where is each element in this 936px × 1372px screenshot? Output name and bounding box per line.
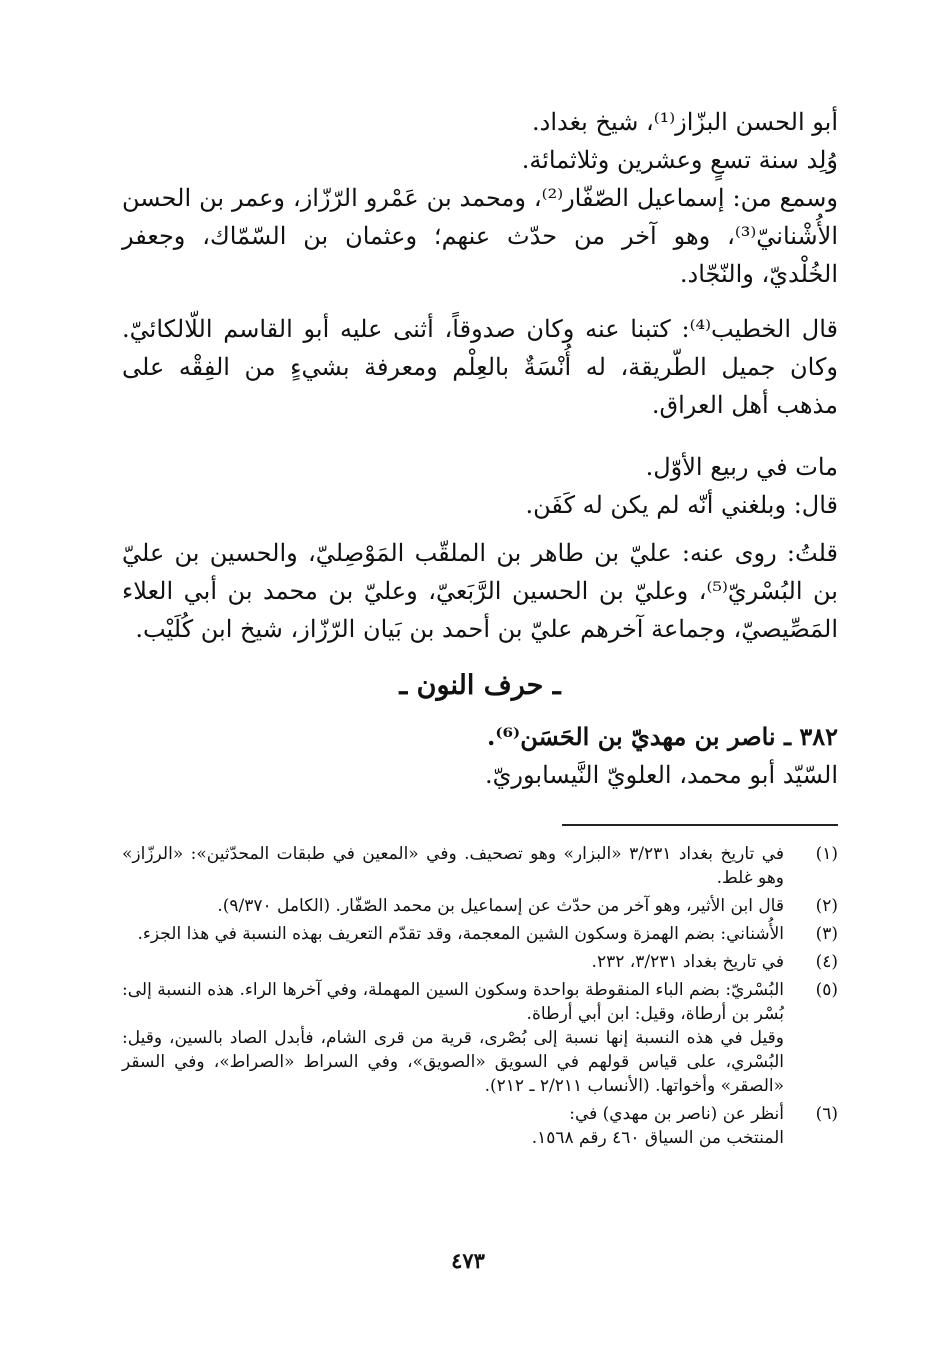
footnote-number: (٤) bbox=[815, 952, 838, 972]
page-number: ٤٧٣ bbox=[451, 1248, 485, 1273]
biography-intro bbox=[122, 103, 838, 293]
footnote-line: أنظر عن (ناصر بن مهدي) في: bbox=[569, 1104, 784, 1124]
footnote bbox=[122, 978, 838, 1098]
body-line: مات في ربيع الأوّل. bbox=[645, 453, 838, 481]
footnote-line: وقيل في هذه النسبة إنها نسبة إلى بُصْرى، قرية من قرى الشام، فأبدل الصاد بالسين، وقيل: البُسْري، على قياس قولهم في السويق «الصويق»، وفي السراط «الصراط»، وفي السقر «الصقر» وأخواتها. (الأنساب ٢/٢١١ ـ ٢١٢). bbox=[122, 1028, 784, 1096]
body-paragraph: قال الخطيب⁽⁴⁾: كتبنا عنه وكان صدوقاً، أثنى عليه أبو القاسم اللّالكائيّ. وكان جميل الطّريقة، له أُنْسَةٌ بالعِلْم ومعرفة بشيءٍ من الفِقْه على مذهب أهل العراق. bbox=[122, 315, 839, 419]
entry-subtitle: السّيّد أبو محمد، العلويّ النَّيسابوريّ. bbox=[484, 761, 838, 789]
entry-382 bbox=[122, 718, 838, 794]
footnote-text bbox=[122, 894, 784, 918]
footnote-text bbox=[122, 1102, 784, 1150]
entry-title: ٣٨٢ ـ ناصر بن مهديّ بن الحَسَن⁽⁶⁾. bbox=[487, 722, 838, 751]
footnotes bbox=[122, 842, 838, 1154]
footnote-line: البُسْريّ: بضم الباء المنقوطة بواحدة وسكون السين المهملة، وفي آخرها الراء. هذه النسبة إلى: بُسْر بن أرطاة، وقيل: ابن أبي أرطاة. bbox=[122, 980, 784, 1024]
khatib-quote bbox=[122, 310, 838, 424]
body-line: أبو الحسن البزّاز⁽¹⁾، شيخ بغداد. bbox=[532, 108, 838, 136]
footnote-number: (٢) bbox=[815, 896, 838, 916]
footnote bbox=[122, 894, 838, 918]
footnote-text bbox=[122, 922, 784, 946]
footnote bbox=[122, 922, 838, 946]
footnote-text bbox=[122, 842, 784, 890]
narrators-paragraph bbox=[122, 534, 838, 648]
footnote-number: (٣) bbox=[815, 924, 838, 944]
footnote-number: (٦) bbox=[815, 1104, 838, 1124]
footnote-number: (٥) bbox=[815, 980, 838, 1000]
footnote-line: في تاريخ بغداد ٣/٢٣١، ٢٣٢. bbox=[591, 952, 784, 972]
footnote-number: (١) bbox=[815, 844, 838, 864]
body-line: وُلِد سنة تسعٍ وعشرين وثلاثمائة. bbox=[521, 146, 838, 174]
footnote-text bbox=[122, 950, 784, 974]
footnote-line: في تاريخ بغداد ٣/٢٣١ «البزار» وهو تصحيف. وفي «المعين في طبقات المحدّثين»: «الرزّاز» وهو غلط. bbox=[122, 844, 785, 888]
death-note bbox=[122, 448, 838, 524]
body-line: قال: وبلغني أنّه لم يكن له كَفَن. bbox=[525, 491, 838, 519]
footnote bbox=[122, 842, 838, 890]
footnote bbox=[122, 1102, 838, 1150]
body-paragraph: قلتُ: روى عنه: عليّ بن طاهر بن الملقّب المَوْصِليّ، والحسين بن عليّ بن البُسْريّ⁽⁵⁾، وعليّ بن الحسين الرَّبَعيّ، وعليّ بن محمد بن أبي العلاء المَصِّيصيّ، وجماعة آخرهم عليّ بن أحمد بن بَيان الرّزّاز، شيخ ابن كُلَيْب. bbox=[122, 539, 838, 643]
footnote-line: الأُشناني: بضم الهمزة وسكون الشين المعجمة، وقد تقدّم التعريف بهذه النسبة في هذا الجزء. bbox=[137, 924, 784, 944]
footnote-text bbox=[122, 978, 784, 1098]
section-heading: ـ حرف النون ـ bbox=[399, 670, 561, 701]
footnote-line: المنتخب من السياق ٤٦٠ رقم ١٥٦٨. bbox=[531, 1128, 784, 1148]
body-paragraph: وسمع من: إسماعيل الصّفّار⁽²⁾، ومحمد بن عَمْرو الرّزّاز، وعمر بن الحسن الأُشْنانيّ⁽³⁾، وهو آخر من حدّث عنهم؛ وعثمان بن السّمّاك، وجعفر الخُلْديّ، والنّجّاد. bbox=[122, 184, 838, 288]
footnote-line: قال ابن الأثير، وهو آخر من حدّث عن إسماعيل بن محمد الصّفّار. (الكامل ٩/٣٧٠). bbox=[217, 896, 784, 916]
footnote bbox=[122, 950, 838, 974]
footnote-separator bbox=[562, 824, 838, 826]
